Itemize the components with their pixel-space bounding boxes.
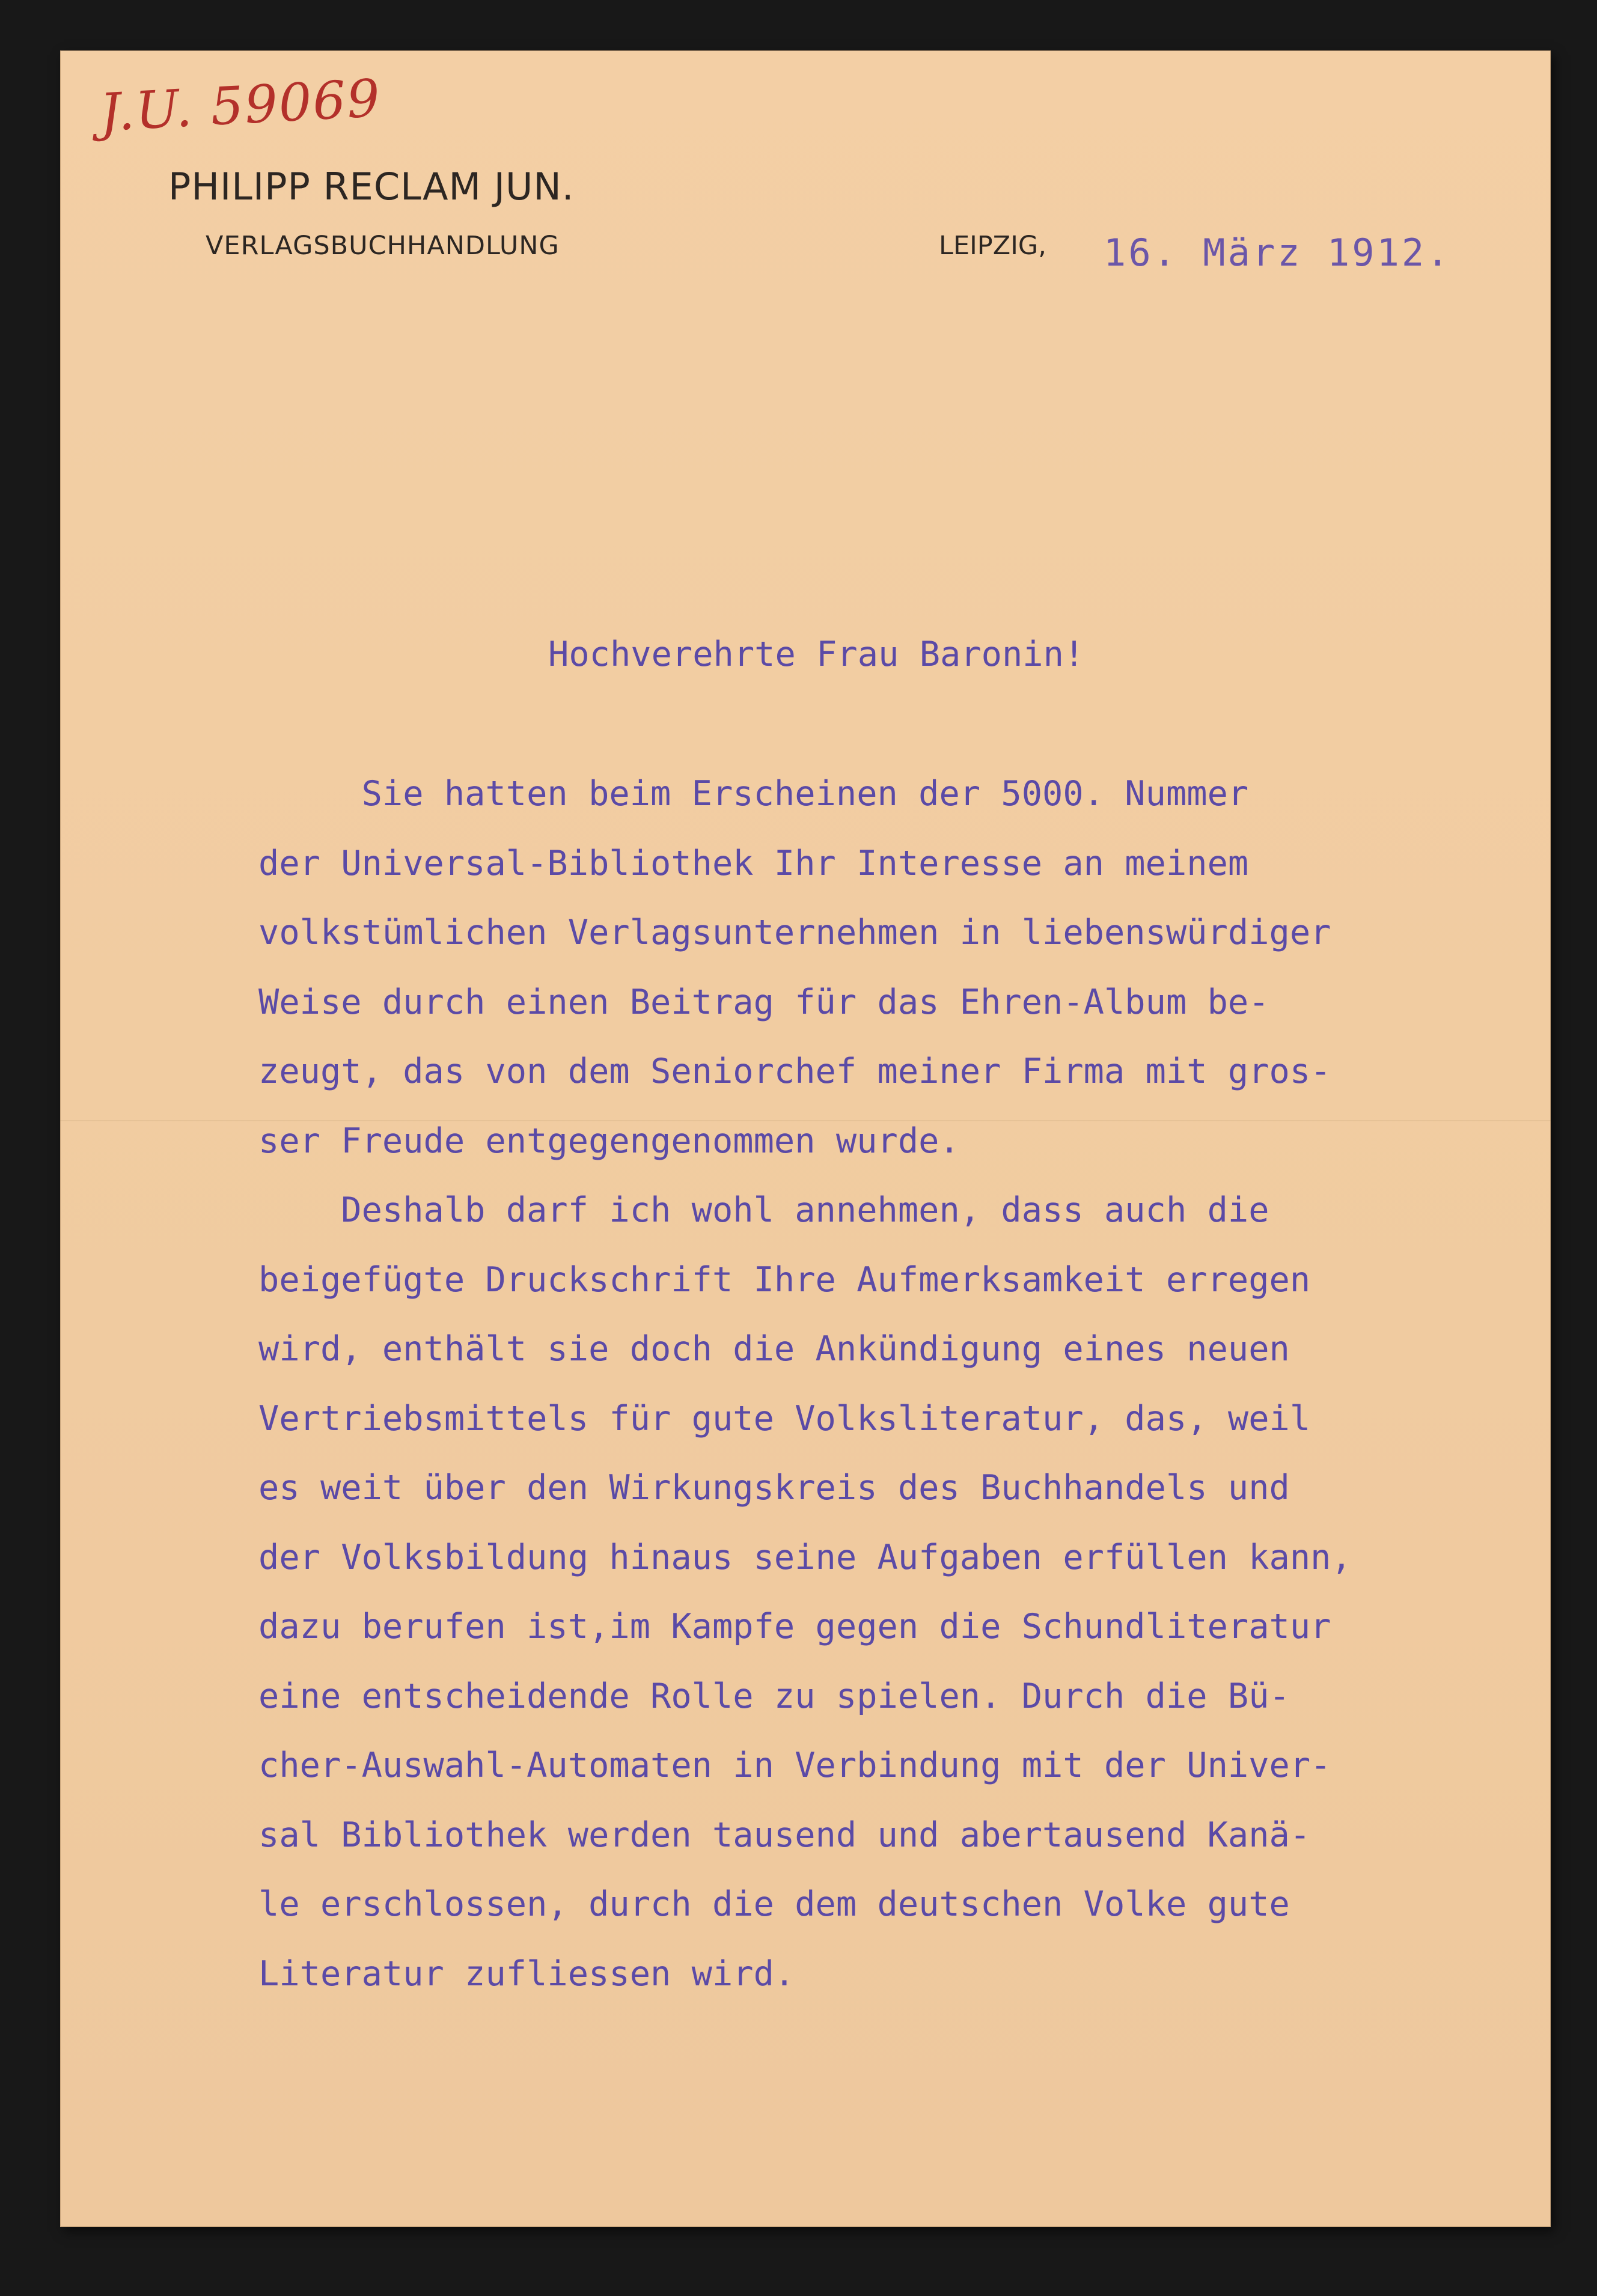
body-line: dazu berufen ist,im Kampfe gegen die Schundliteratur [258, 1607, 1331, 1646]
letter-date: 16. März 1912. [1104, 231, 1452, 275]
archive-number: J.U. 59069 [98, 68, 383, 144]
publisher-subtitle: VERLAGSBUCHHANDLUNG [206, 231, 560, 261]
body-line: sal Bibliothek werden tausend und abertausend Kanä- [258, 1815, 1311, 1855]
body-line: le erschlossen, durch die dem deutschen Volke gute [258, 1884, 1290, 1924]
body-line: Vertriebsmittels für gute Volksliteratur, das, weil [258, 1398, 1311, 1439]
body-line: wird, enthält sie doch die Ankündigung eines neuen [258, 1329, 1290, 1369]
body-line: Deshalb darf ich wohl annehmen, dass auch die [258, 1190, 1269, 1230]
body-line: der Universal-Bibliothek Ihr Interesse an meinem [258, 843, 1249, 883]
body-line: es weit über den Wirkungskreis des Buchhandels und [258, 1468, 1290, 1508]
letter-sheet [60, 50, 1551, 2227]
letter-body [258, 760, 1551, 2009]
body-line: Literatur zufliessen wird. [258, 1953, 795, 1994]
publisher-name: PHILIPP RECLAM JUN. [168, 165, 575, 209]
body-line: Sie hatten beim Erscheinen der 5000. Nummer [258, 774, 1249, 814]
place-label: LEIPZIG, [939, 231, 1046, 261]
body-line: der Volksbildung hinaus seine Aufgaben erfüllen kann, [258, 1537, 1352, 1577]
body-line: Weise durch einen Beitrag für das Ehren-Album be- [258, 982, 1269, 1022]
archive-underline [106, 139, 322, 141]
salutation: Hochverehrte Frau Baronin! [548, 635, 1085, 674]
body-line: beigefügte Druckschrift Ihre Aufmerksamkeit erregen [258, 1259, 1311, 1300]
body-line: zeugt, das von dem Seniorchef meiner Firma mit gros- [258, 1052, 1331, 1091]
body-line: cher-Auswahl-Automaten in Verbindung mit der Univer- [258, 1746, 1331, 1785]
body-line: volkstümlichen Verlagsunternehmen in liebenswürdiger [258, 913, 1331, 952]
body-line: ser Freude entgegengenommen wurde. [258, 1121, 960, 1161]
body-line: eine entscheidende Rolle zu spielen. Durch die Bü- [258, 1676, 1290, 1716]
